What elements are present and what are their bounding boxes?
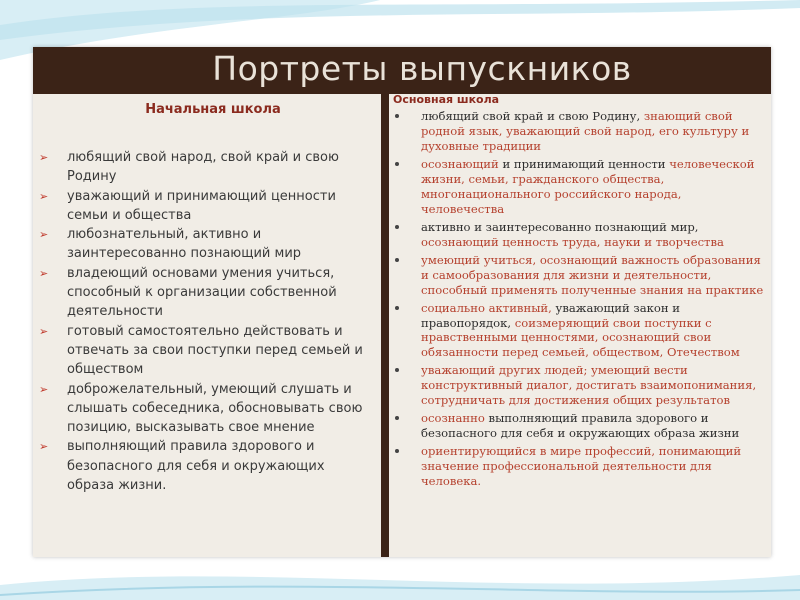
basic-school-heading: Основная школа [393, 93, 500, 106]
bullet-icon [395, 306, 399, 310]
list-item: активно и заинтересованно познающий мир, осознающий ценность труда, науки и творчества [393, 220, 765, 250]
arrow-bullet-icon: ➢ [39, 382, 49, 396]
list-item: ➢ готовый самостоятельно действовать и отвечать за свои поступки перед семьей и обществом [39, 323, 363, 378]
list-item: социально активный, уважающий закон и правопорядок, соизмеряющий свои поступки с нравственными ценностями, осознающий свои обязанности перед семьей, обществом, Отечеством [393, 301, 765, 361]
arrow-bullet-icon: ➢ [39, 266, 49, 280]
list-item: осознанно выполняющий правила здорового и безопасного для себя и окружающих образа жизни [393, 411, 765, 441]
list-item: любящий свой край и свою Родину, знающий свой родной язык, уважающий свой народ, его культуру и духовные традиции [393, 109, 765, 154]
arrow-bullet-icon: ➢ [39, 228, 49, 242]
list-item: ориентирующийся в мире профессий, понимающий значение профессиональной деятельности для человека. [393, 444, 765, 489]
primary-school-list [39, 148, 369, 495]
bullet-icon [395, 416, 399, 420]
bullet-icon [395, 258, 399, 262]
list-item: ➢ любящий свой народ, свой край и свою Родину [39, 150, 339, 185]
bullet-icon [395, 162, 399, 166]
basic-school-column [389, 94, 771, 557]
list-item: ➢ выполняющий правила здорового и безопасного для себя и окружающих образа жизни. [39, 439, 325, 494]
list-item: умеющий учиться, осознающий важность образования и самообразования для жизни и деятельности, способный применять полученные знания на практике [393, 253, 765, 298]
slide-panel [33, 47, 771, 557]
primary-school-heading: Начальная школа [145, 102, 281, 117]
column-divider [381, 94, 389, 557]
list-item: ➢ владеющий основами умения учиться, способный к организации собственной деятельности [39, 265, 337, 320]
list-item: уважающий других людей; умеющий вести конструктивный диалог, достигать взаимопонимания, сотрудничать для достижения общих результатов [393, 363, 765, 408]
arrow-bullet-icon: ➢ [39, 324, 49, 338]
primary-school-column [33, 94, 381, 557]
list-item: осознающий и принимающий ценности человеческой жизни, семьи, гражданского общества, многонационального российского народа, человечества [393, 157, 765, 217]
basic-school-list [393, 109, 765, 492]
arrow-bullet-icon: ➢ [39, 151, 49, 164]
title-bar [33, 47, 771, 94]
bullet-icon [395, 368, 399, 372]
slide-title: Портреты выпускников [212, 49, 632, 88]
arrow-bullet-icon: ➢ [39, 440, 49, 454]
list-item: ➢ уважающий и принимающий ценности семьи и общества [39, 188, 336, 223]
arrow-bullet-icon: ➢ [39, 189, 49, 203]
list-item: ➢ любознательный, активно и заинтересованно познающий мир [39, 227, 302, 262]
bullet-icon [395, 114, 399, 118]
bullet-icon [395, 449, 399, 453]
bullet-icon [395, 225, 399, 229]
list-item: ➢ доброжелательный, умеющий слушать и слышать собеседника, обосновывать свою позицию, высказывать свое мнение [39, 381, 363, 436]
